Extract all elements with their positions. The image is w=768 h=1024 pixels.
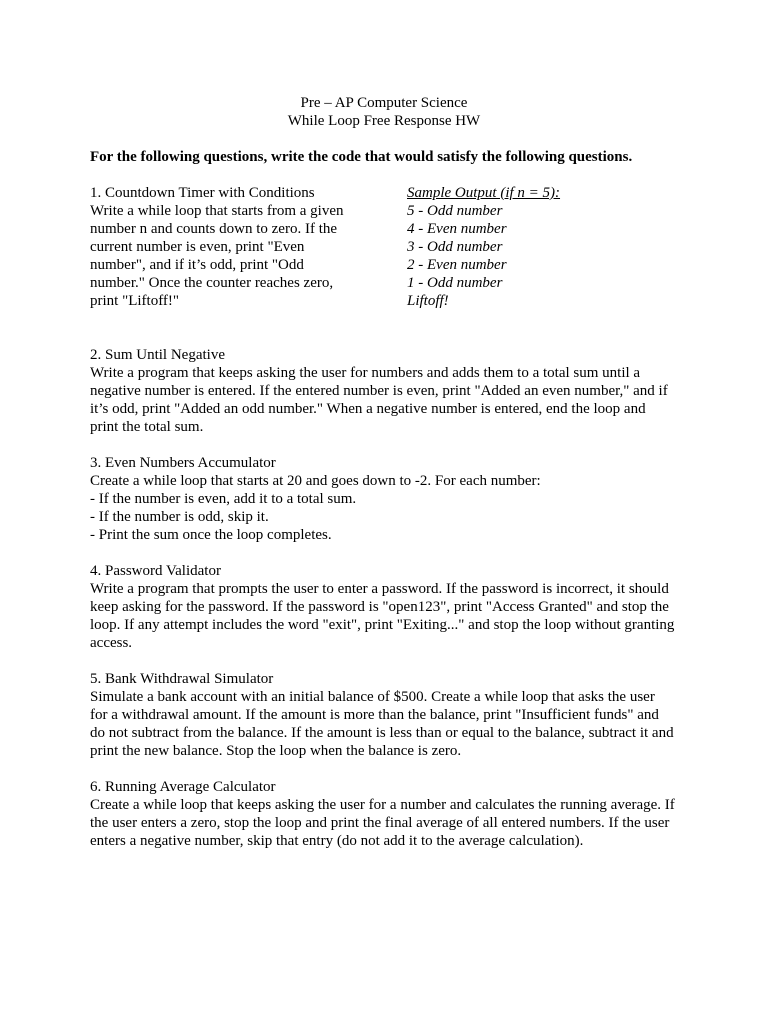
question-1 [90, 184, 680, 310]
sample-output-title: Sample Output (if n = 5): [407, 185, 561, 201]
question-4-title: 4. Password Validator [90, 563, 221, 579]
question-1-line: Write a while loop that starts from a given [90, 203, 344, 219]
question-1-line: number n and counts down to zero. If the [90, 221, 338, 237]
question-3-title: 3. Even Numbers Accumulator [90, 455, 276, 471]
sample-output-line: 3 - Odd number [407, 239, 503, 255]
sample-output-line: 1 - Odd number [407, 275, 503, 291]
question-5-line: Simulate a bank account with an initial balance of $500. Create a while loop that asks the user [90, 689, 655, 705]
question-6 [90, 778, 680, 850]
question-5-line: print the new balance. Stop the loop when the balance is zero. [90, 743, 462, 759]
question-4-line: loop. If any attempt includes the word "exit", print "Exiting..." and stop the loop without granting [90, 617, 675, 633]
question-2-title: 2. Sum Until Negative [90, 347, 225, 363]
question-6-title: 6. Running Average Calculator [90, 779, 276, 795]
question-2-line: print the total sum. [90, 419, 204, 435]
question-6-line: enters a negative number, skip that entry (do not add it to the average calculation). [90, 833, 584, 849]
question-6-line: Create a while loop that keeps asking the user for a number and calculates the running average. If [90, 797, 675, 813]
question-5 [90, 670, 680, 760]
question-3-bullet: - If the number is even, add it to a total sum. [90, 491, 357, 507]
question-3 [90, 454, 680, 544]
assignment-title: While Loop Free Response HW [287, 113, 481, 129]
question-2-line: Write a program that keeps asking the user for numbers and adds them to a total sum until a [90, 365, 641, 381]
question-4-line: access. [90, 635, 133, 651]
question-1-line: number." Once the counter reaches zero, [90, 275, 334, 291]
question-5-line: for a withdrawal amount. If the amount is more than the balance, print "Insufficient funds" and [90, 707, 659, 723]
question-3-bullet: - If the number is odd, skip it. [90, 509, 269, 525]
document-page [90, 94, 680, 850]
question-4 [90, 562, 680, 652]
question-4-line: Write a program that prompts the user to enter a password. If the password is incorrect, it should [90, 581, 669, 597]
question-6-line: the user enters a zero, stop the loop and print the final average of all entered numbers. If the user [90, 815, 670, 831]
sample-output-line: 5 - Odd number [407, 203, 503, 219]
sample-output-line: 2 - Even number [407, 257, 507, 273]
question-3-bullet: - Print the sum once the loop completes. [90, 527, 332, 543]
sample-output-line: 4 - Even number [407, 221, 507, 237]
question-1-title: 1. Countdown Timer with Conditions [90, 185, 315, 201]
question-1-line: current number is even, print "Even [90, 239, 305, 255]
question-2-line: it’s odd, print "Added an odd number." When a negative number is entered, end the loop and [90, 401, 646, 417]
sample-output-line: Liftoff! [407, 293, 449, 309]
question-4-line: keep asking for the password. If the password is "open123", print "Access Granted" and stop the [90, 599, 669, 615]
question-5-title: 5. Bank Withdrawal Simulator [90, 671, 274, 687]
question-2-line: negative number is entered. If the entered number is even, print "Added an even number," and if [90, 383, 668, 399]
instructions: For the following questions, write the code that would satisfy the following questions. [90, 149, 633, 165]
question-3-line: Create a while loop that starts at 20 and goes down to -2. For each number: [90, 473, 541, 489]
question-2 [90, 346, 680, 436]
question-1-line: print "Liftoff!" [90, 293, 180, 309]
question-1-prompt [90, 184, 352, 310]
sample-output [407, 184, 667, 310]
course-title: Pre – AP Computer Science [300, 95, 468, 111]
document-header [90, 94, 678, 130]
question-1-line: number", and if it’s odd, print "Odd [90, 257, 304, 273]
question-5-line: do not subtract from the balance. If the amount is less than or equal to the balance, subtract it and [90, 725, 674, 741]
